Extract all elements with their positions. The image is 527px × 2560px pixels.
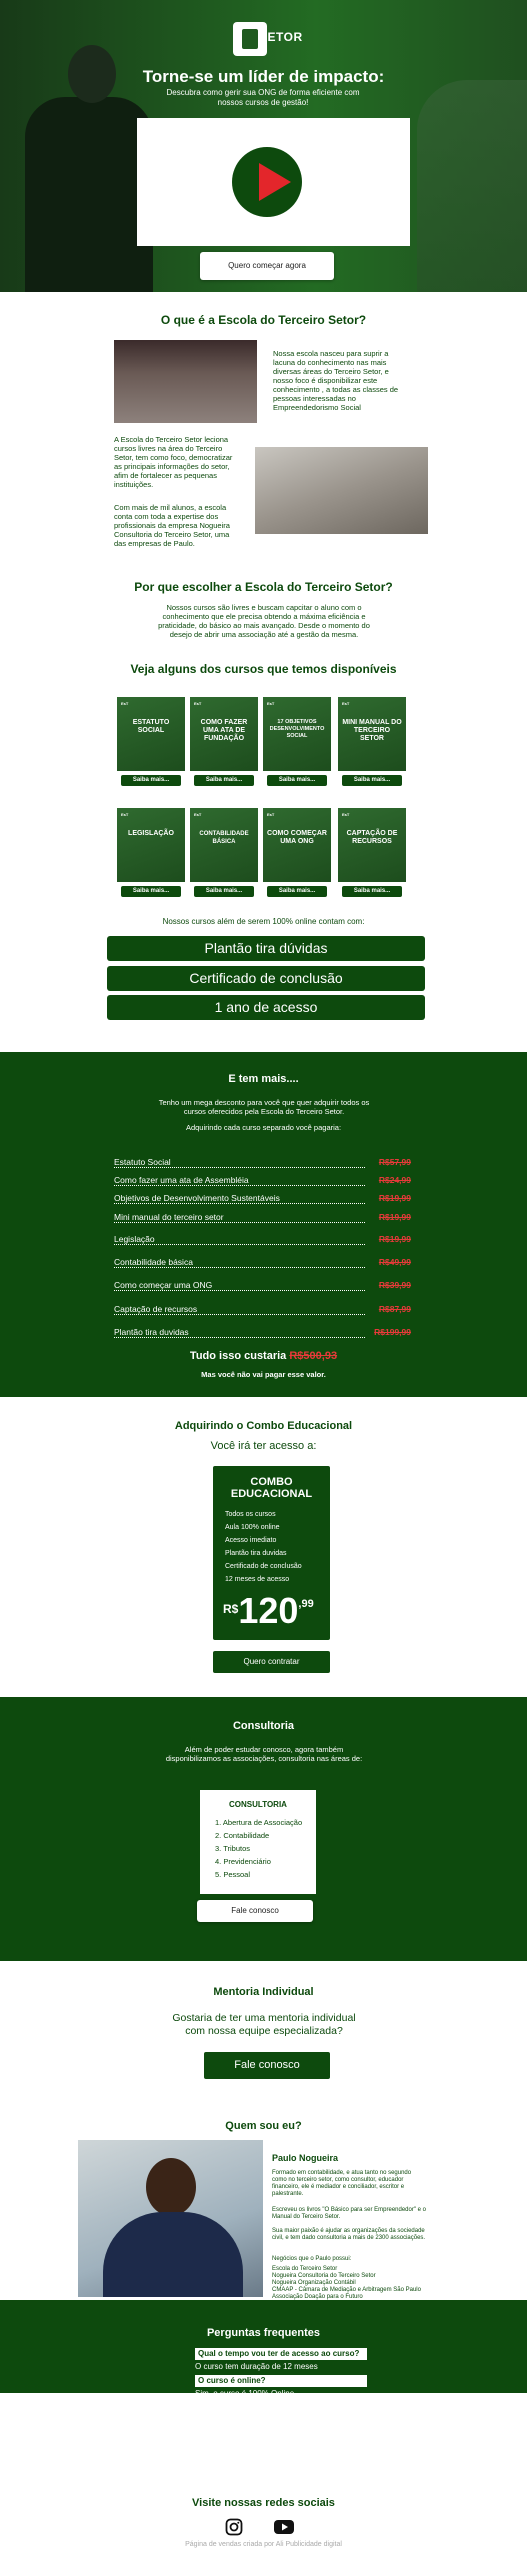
combo-subtitle: Você irá ter acesso a:	[210, 1440, 317, 1452]
about-paragraph-3: Com mais de mil alunos, a escola conta com toda a expertise dos profissionais da empresa Nogueira Consultoria do Terceiro Setor, uma das empresas de Paulo.	[114, 503, 230, 548]
price-row: Mini manual do terceiro setor R$19,99	[114, 1212, 411, 1222]
consult-title: Consultoria	[232, 1720, 295, 1732]
course-more-button[interactable]: Saiba mais...	[342, 775, 402, 786]
consult-card-title: CONSULTORIA	[229, 1800, 287, 1809]
logo[interactable]	[233, 22, 303, 56]
author-bio-2: Escreveu os livros "O Básico para ser Empreendedor" e o Manual do Terceiro Setor.	[272, 2207, 426, 2220]
consult-item: 5. Pessoal	[215, 1870, 251, 1879]
faq-answer: O curso tem duração de 12 meses	[195, 2362, 318, 2371]
consult-card	[200, 1790, 316, 1894]
course-card[interactable]: EsT COMO COMEÇAR UMA ONG Saiba mais...	[263, 808, 331, 898]
price-row: Como fazer uma ata de Assembléia R$24,99	[114, 1175, 411, 1185]
consult-text: Além de poder estudar conosco, agora também disponibilizamos as associações, consultoria nas áreas de:	[165, 1745, 363, 1763]
course-card[interactable]: EsT 17 OBJETIVOS DESENVOLVIMENTO SOCIAL Saiba mais...	[263, 697, 331, 787]
course-title: COMO COMEÇAR UMA ONG	[267, 830, 327, 845]
total-value: R$500,93	[289, 1350, 338, 1362]
consult-contact-button[interactable]: Fale conosco	[197, 1900, 313, 1922]
combo-feature: 12 meses de acesso	[225, 1576, 290, 1583]
course-more-button[interactable]: Saiba mais...	[121, 775, 181, 786]
price-row: Contabilidade básica R$49,99	[114, 1257, 411, 1267]
combo-price: $^{R\$}120^{,99}$	[223, 1590, 314, 1631]
extra-bar-access: 1 ano de acesso	[107, 995, 425, 1020]
mentoria-contact-button[interactable]: Fale conosco	[204, 2052, 330, 2079]
course-more-button[interactable]: Saiba mais...	[121, 886, 181, 897]
course-more-button[interactable]: Saiba mais...	[267, 886, 327, 897]
course-more-button[interactable]: Saiba mais...	[194, 886, 254, 897]
footer-title: Visite nossas redes sociais	[192, 2497, 335, 2509]
course-card[interactable]: EsT LEGISLAÇÃO Saiba mais...	[117, 808, 185, 898]
course-title: 17 OBJETIVOS DESENVOLVIMENTO SOCIAL	[269, 719, 325, 739]
consult-item: 3. Tributos	[215, 1844, 251, 1853]
start-now-button[interactable]: Quero começar agora	[200, 252, 334, 280]
footer-credit: Página de vendas criada por Ali Publicidade digital	[185, 2541, 342, 2548]
course-card[interactable]: EsT CAPTAÇÃO DE RECURSOS Saiba mais...	[338, 808, 406, 898]
youtube-icon[interactable]	[273, 2518, 295, 2536]
course-card[interactable]: EsT CONTABILIDADE BÁSICA Saiba mais...	[190, 808, 258, 898]
consult-item: 4. Previdenciário	[215, 1857, 271, 1866]
mentoria-text: Gostaria de ter uma mentoria individual com nossa equipe especializada?	[172, 2012, 356, 2037]
price-row: Plantão tira duvidas R$199,99	[114, 1327, 411, 1337]
about-title: O que é a Escola do Terceiro Setor?	[160, 313, 367, 327]
courses-title: Veja alguns dos cursos que temos disponíveis	[130, 662, 397, 676]
mentoria-title: Mentoria Individual	[213, 1986, 314, 1998]
course-title: COMO FAZER UMA ATA DE FUNDAÇÃO	[200, 719, 248, 742]
faq-question[interactable]: O curso é online?	[195, 2375, 367, 2387]
author-bio-4: Negócios que o Paulo possui:	[272, 2256, 352, 2262]
combo-title: Adquirindo o Combo Educacional	[174, 1420, 353, 1432]
total-label: Tudo isso custaria	[189, 1350, 287, 1362]
faq-title: Perguntas frequentes	[206, 2327, 321, 2339]
combo-feature: Plantão tira duvidas	[225, 1550, 287, 1557]
course-card[interactable]: EsT ESTATUTO SOCIAL Saiba mais...	[117, 697, 185, 787]
combo-feature: Acesso imediato	[225, 1537, 277, 1544]
about-paragraph-2: A Escola do Terceiro Setor leciona cursos livres na área do Terceiro Setor, tem como foco, democratizar as principais informações do setor, afim de fortalecer as pequenas instituições.	[114, 435, 233, 489]
author-photo	[78, 2140, 263, 2297]
combo-card-title-1: COMBO	[250, 1476, 293, 1488]
more-title: E tem mais....	[228, 1073, 299, 1085]
about-paragraph-1: Nossa escola nasceu para suprir a lacuna do conhecimento nas mais diversas áreas do Terceiro Setor, e nosso foco é disponibilizar este conhecimento , a todas as classes de pessoas interessadas no Empreendedorismo Social	[273, 349, 399, 412]
price-row: Como começar uma ONG R$39,99	[114, 1280, 411, 1290]
why-title: Por que escolher a Escola do Terceiro Setor?	[134, 580, 393, 594]
hero-subtitle: Descubra como gerir sua ONG de forma eficiente com nossos cursos de gestão!	[166, 88, 360, 107]
instagram-icon[interactable]	[225, 2518, 243, 2536]
author-bio-5: Escola do Terceiro Setor Nogueira Consultoria do Terceiro Setor Nogueira Organização Contábil CMAAP - Câmara de Mediação e Arbitragem São Paulo Associação Doação para o Futuro	[272, 2266, 421, 2300]
video-player[interactable]	[137, 118, 410, 246]
course-title: MINI MANUAL DO TERCEIRO SETOR	[342, 719, 402, 742]
combo-card	[213, 1466, 330, 1640]
extra-bar-certificate: Certificado de conclusão	[107, 966, 425, 991]
faq-question[interactable]: Qual o tempo vou ter de acesso ao curso?	[195, 2348, 367, 2360]
author-bio-1: Formado em contabilidade, e atua tanto no segundo como no terceiro setor, como consultor, educador financeiro, ele é mediador e conciliador, escritor e palestrante.	[272, 2170, 412, 2197]
hero-background-figure	[417, 80, 527, 292]
combo-card-title-2: EDUCACIONAL	[230, 1488, 313, 1500]
more-text: Tenho um mega desconto para você que quer adquirir todos os cursos oferecidos pela Escola do Terceiro Setor.	[158, 1098, 370, 1116]
more-note: Mas você não vai pagar esse valor.	[201, 1370, 326, 1379]
who-title: Quem sou eu?	[225, 2120, 302, 2132]
combo-feature: Certificado de conclusão	[225, 1563, 302, 1570]
course-title: CONTABILIDADE BÁSICA	[199, 831, 249, 845]
course-card[interactable]: EsT COMO FAZER UMA ATA DE FUNDAÇÃO Saiba mais...	[190, 697, 258, 787]
course-title: CAPTAÇÃO DE RECURSOS	[346, 830, 398, 845]
faq-answer: Sim, o curso é 100% Online	[195, 2389, 295, 2398]
course-more-button[interactable]: Saiba mais...	[342, 886, 402, 897]
logo-text: SETOR	[259, 30, 303, 44]
price-row: Estatuto Social R$57,99	[114, 1157, 411, 1167]
price-row: Legislação R$19,99	[114, 1234, 411, 1244]
extras-intro: Nossos cursos além de serem 100% online contam com:	[162, 917, 365, 926]
course-title: ESTATUTO SOCIAL	[132, 719, 170, 734]
course-card[interactable]: EsT MINI MANUAL DO TERCEIRO SETOR Saiba mais...	[338, 697, 406, 787]
consult-item: 2. Contabilidade	[215, 1831, 270, 1840]
why-text: Nossos cursos são livres e buscam capcitar o aluno com o conhecimento que ele precisa obtendo a máxima eficiência e praticidade, do básico ao mais avançado. Desde o momento do desejo de abrir uma associação até a gestão da mesma.	[158, 603, 370, 639]
combo-feature: Todos os cursos	[225, 1511, 276, 1518]
author-name: Paulo Nogueira	[272, 2153, 339, 2163]
more-text-2: Adquirindo cada curso separado você pagaria:	[185, 1123, 342, 1132]
extra-bar-support: Plantão tira dúvidas	[107, 936, 425, 961]
course-title: LEGISLAÇÃO	[128, 830, 174, 837]
combo-feature: Aula 100% online	[225, 1524, 280, 1531]
course-more-button[interactable]: Saiba mais...	[194, 775, 254, 786]
price-row: Captação de recursos R$87,99	[114, 1304, 411, 1314]
consult-item: 1. Abertura de Associação	[215, 1818, 303, 1827]
hire-button[interactable]: Quero contratar	[213, 1651, 330, 1673]
play-icon	[259, 163, 291, 201]
course-more-button[interactable]: Saiba mais...	[267, 775, 327, 786]
meeting-image	[255, 447, 428, 534]
author-bio-3: Sua maior paixão é ajudar as organizações da sociedade civil, e tem dado consultoria a mais de 2300 associações.	[272, 2228, 426, 2241]
classroom-image	[114, 340, 257, 423]
price-row: Objetivos de Desenvolvimento Sustentáveis R$19,99	[114, 1193, 411, 1203]
total-line	[0, 1350, 527, 1362]
hero-title: Torne-se um líder de impacto:	[142, 67, 385, 86]
